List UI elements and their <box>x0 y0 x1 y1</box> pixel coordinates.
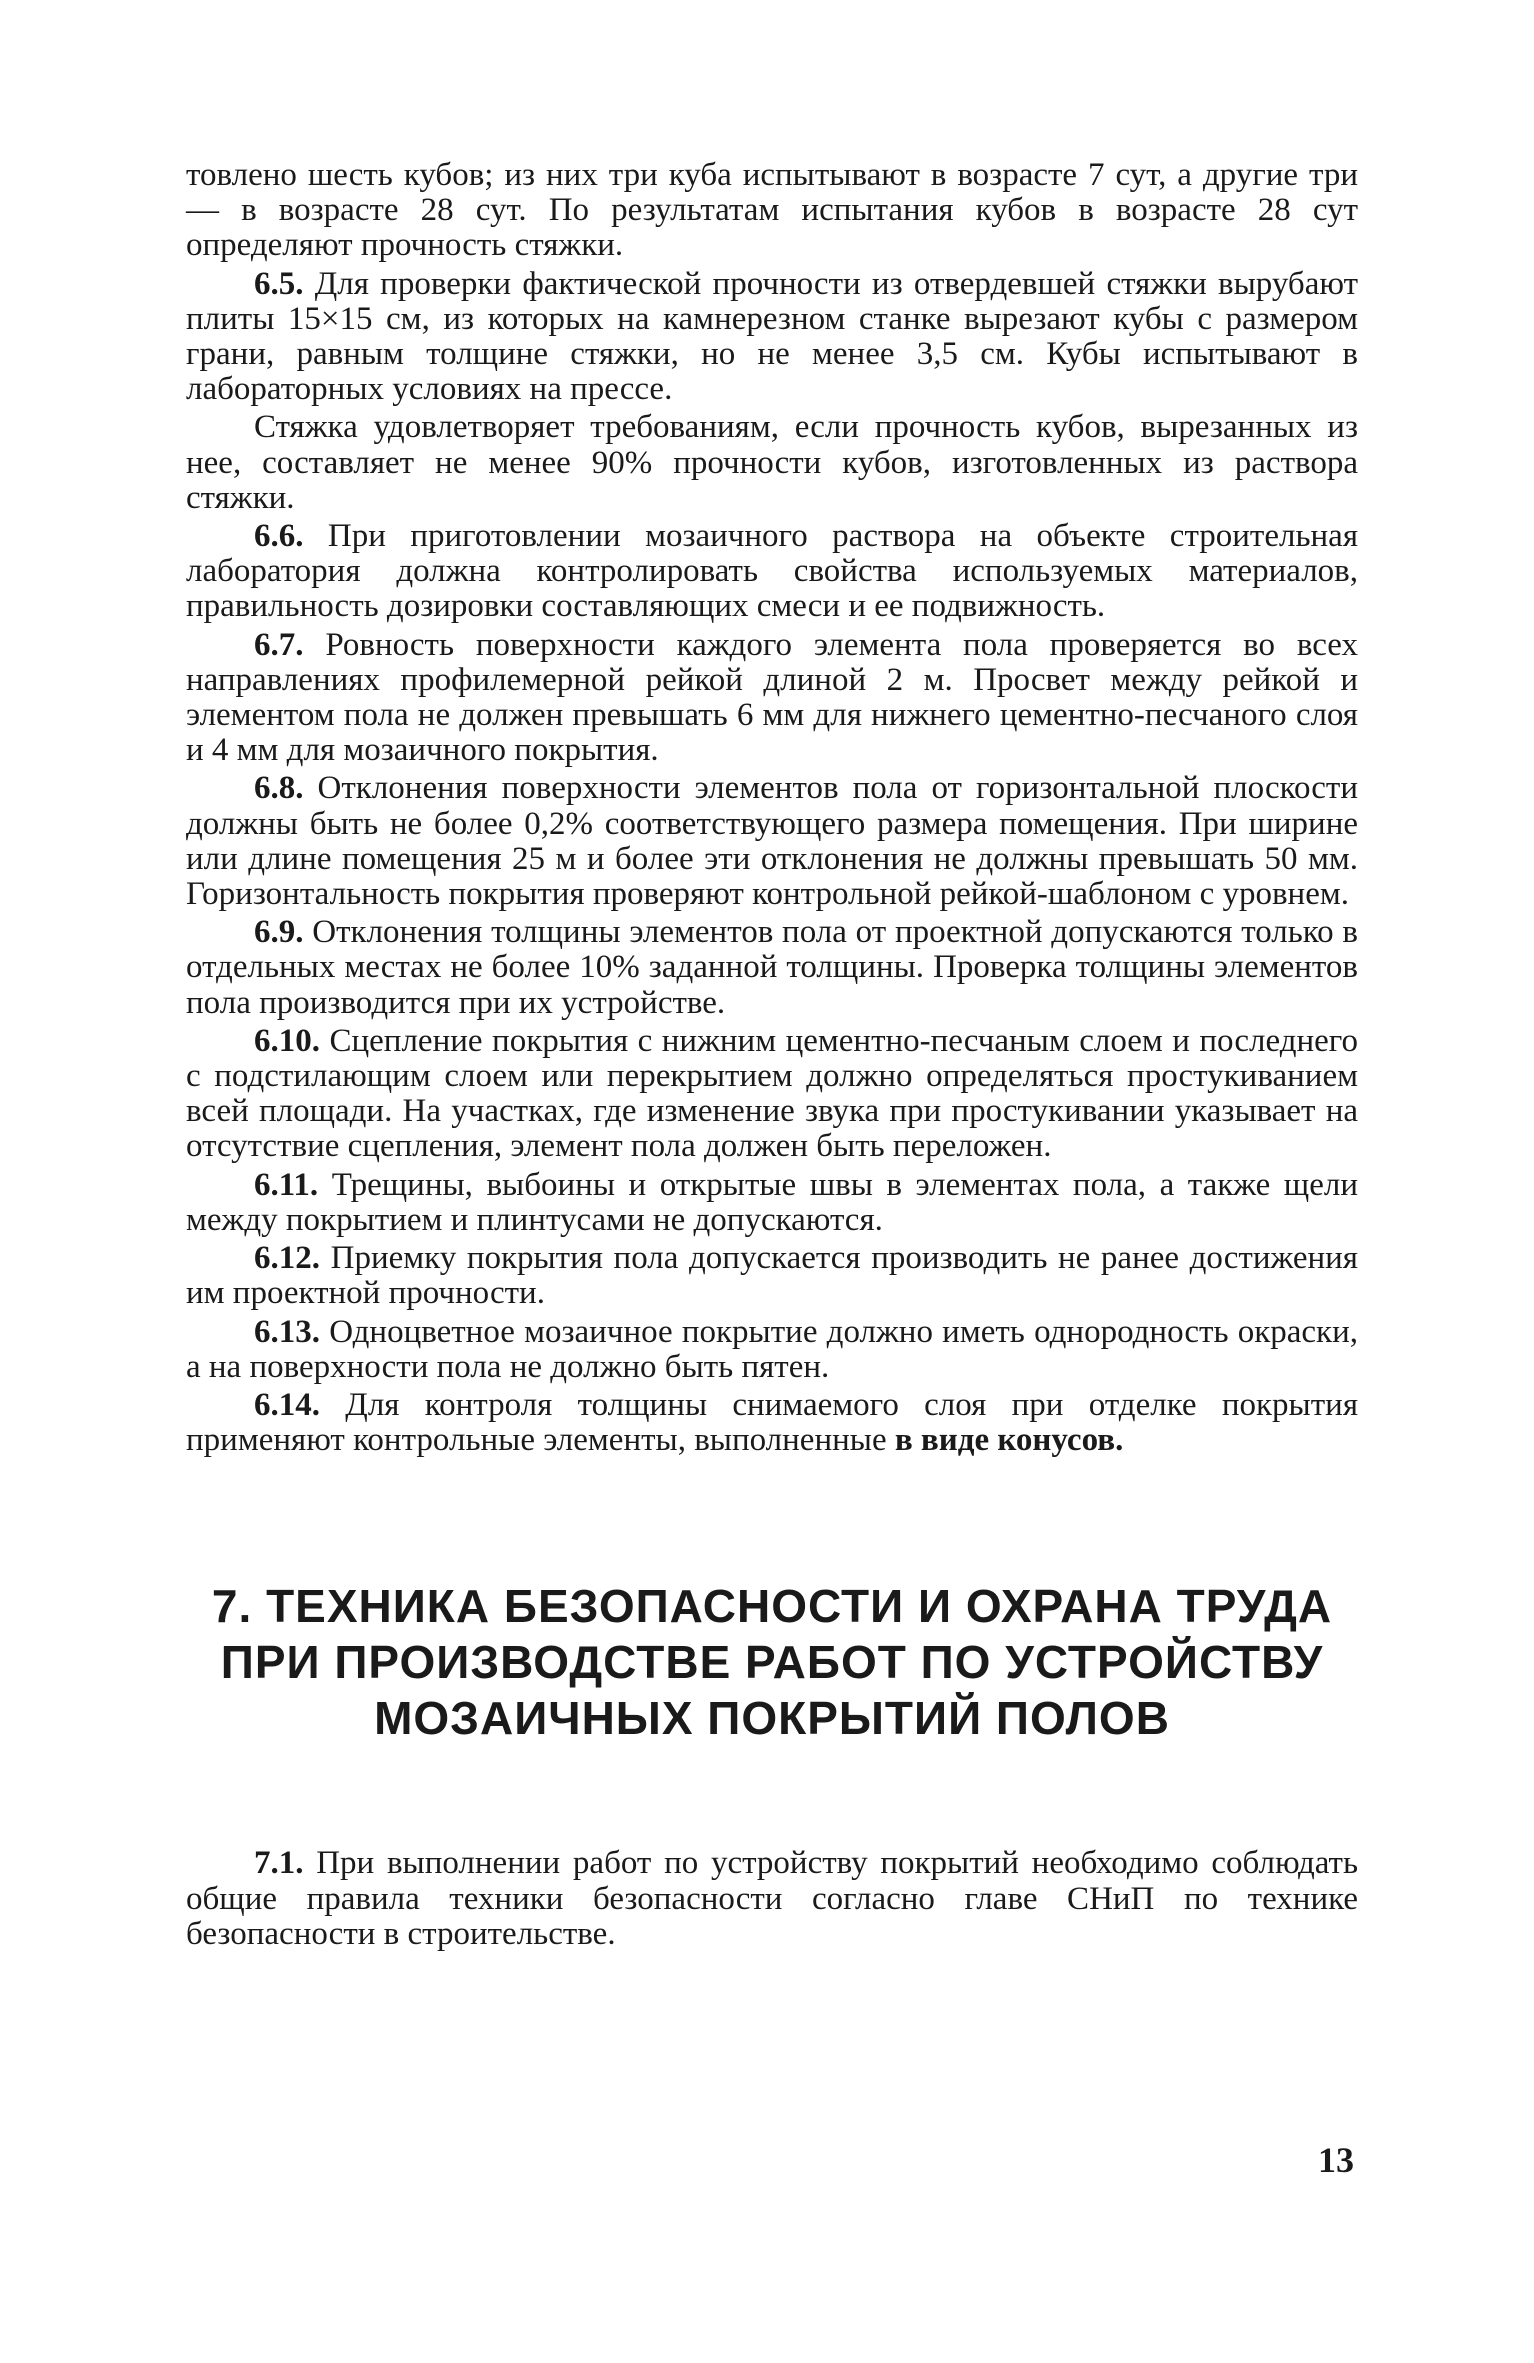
paragraph-text: Для контроля толщины снимаемого слоя при отделке покрытия применяют контрольные элементы, выполненные <box>186 1386 1358 1459</box>
paragraph-6-12 <box>186 1241 1358 1311</box>
paragraph-7-1 <box>186 1846 1358 1952</box>
paragraph-6-7 <box>186 628 1358 769</box>
section-title-line: МОЗАИЧНЫХ ПОКРЫТИЙ ПОЛОВ <box>374 1692 1170 1745</box>
paragraph-6-5-b: Стяжка удовлетворяет требованиям, если прочность кубов, вырезанных из нее, составляет не менее 90% прочности кубов, изготовленных из раствора стяжки. <box>186 409 1358 516</box>
clause-number: 6.11. <box>254 1166 319 1203</box>
section-title-line: 7. ТЕХНИКА БЕЗОПАСНОСТИ И ОХРАНА ТРУДА <box>211 1580 1333 1633</box>
paragraph-6-10 <box>186 1024 1358 1165</box>
clause-number: 6.7. <box>254 626 304 663</box>
clause-number: 7.1. <box>254 1845 304 1882</box>
paragraph-6-11 <box>186 1168 1358 1238</box>
paragraph-continuation: товлено шесть кубов; из них три куба испытывают в возрасте 7 сут, а другие три — в возрасте 28 сут. По результатам испытания кубов в возрасте 28 сут определяют прочность стяжки. <box>186 157 1358 264</box>
paragraph-6-9 <box>186 915 1358 1021</box>
paragraph-text: При выполнении работ по устройству покрытий необходимо соблюдать общие правила техники безопасности согласно главе СНиП по технике безопасности в строительстве. <box>186 1845 1358 1952</box>
page-body <box>186 158 1358 1952</box>
section-title-line: ПРИ ПРОИЗВОДСТВЕ РАБОТ ПО УСТРОЙСТВУ <box>220 1636 1324 1689</box>
paragraph-6-14 <box>186 1388 1358 1458</box>
paragraph-text: Ровность поверхности каждого элемента пола проверяется во всех направлениях профилемерной рейкой длиной 2 м. Просвет между рейкой и элементом пола не должен превышать 6 мм для нижнего цементно-песчаного слоя и 4 мм для мозаичного покрытия. <box>186 626 1358 769</box>
clause-number: 6.8. <box>254 770 304 807</box>
clause-number: 6.5. <box>254 265 304 302</box>
paragraph-6-8 <box>186 771 1358 912</box>
clause-number: 6.9. <box>254 914 304 951</box>
paragraph-text: При приготовлении мозаичного раствора на объекте строительная лаборатория должна контролировать свойства используемых материалов, правильность дозировки составляющих смеси и ее подвижность. <box>186 518 1358 625</box>
paragraph-6-5 <box>186 267 1358 408</box>
paragraph-text: Отклонения толщины элементов пола от проектной допускаются только в отдельных местах не более 10% заданной толщины. Проверка толщины элементов пола производится при их устройстве. <box>186 914 1358 1021</box>
clause-number: 6.12. <box>254 1240 320 1277</box>
clause-number: 6.13. <box>254 1313 320 1350</box>
clause-number: 6.10. <box>254 1022 320 1059</box>
paragraph-text: Одноцветное мозаичное покрытие должно иметь однородность окраски, а на поверхности пола не должно быть пятен. <box>186 1313 1358 1385</box>
paragraph-text: Для проверки фактической прочности из отвердевшей стяжки вырубают плиты 15×15 см, из которых на камнерезном станке вырезают кубы с размером грани, равным толщине стяжки, но не менее 3,5 см. Кубы испытывают в лабораторных условиях на прессе. <box>186 265 1358 408</box>
paragraph-text: Трещины, выбоины и открытые швы в элементах пола, а также щели между покрытием и плинтусами не допускаются. <box>186 1166 1358 1238</box>
clause-number: 6.6. <box>254 518 304 555</box>
paragraph-text: Отклонения поверхности элементов пола от горизонтальной плоскости должны быть не более 0,2% соответствующего размера помещения. При ширине или длине помещения 25 м и более эти отклонения не должны превышать 50 мм. Горизонтальность покрытия проверяют контрольной рейкой-шаблоном с уровнем. <box>186 770 1358 913</box>
paragraph-6-6 <box>186 519 1358 625</box>
paragraph-6-13 <box>186 1315 1358 1385</box>
paragraph-text: Приемку покрытия пола допускается производить не ранее достижения им проектной прочности. <box>186 1240 1358 1312</box>
paragraph-text: Сцепление покрытия с нижним цементно-песчаным слоем и последнего с подстилающим слоем или перекрытием должно определяться простукиванием всей площади. На участках, где изменение звука при простукивании указывает на отсутствие сцепления, элемент пола должен быть переложен. <box>186 1022 1358 1165</box>
clause-number: 6.14. <box>254 1386 320 1423</box>
paragraph-text-bold: в виде конусов. <box>894 1422 1124 1459</box>
page-number: 13 <box>1318 2140 1354 2180</box>
section-title <box>186 1578 1358 1746</box>
